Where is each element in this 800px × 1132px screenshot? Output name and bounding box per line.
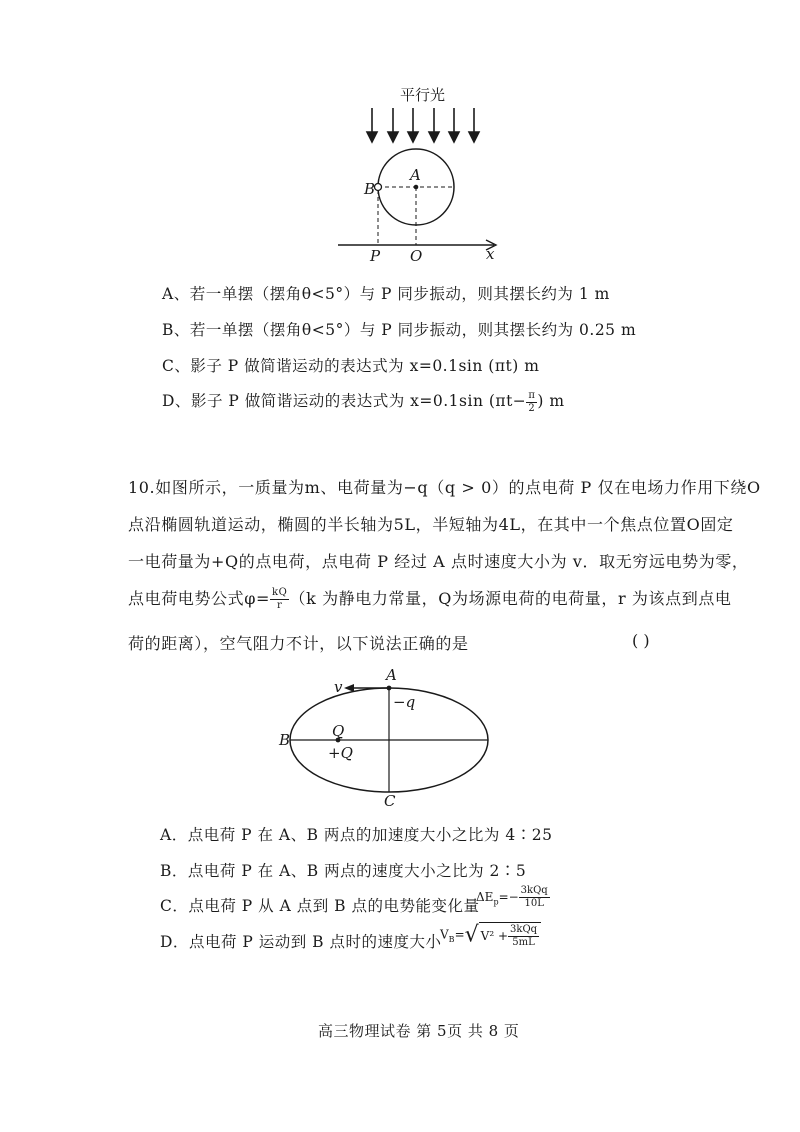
fig1-label-P: P [370, 247, 381, 265]
equation-equals: = [454, 927, 465, 942]
q10-line-3: 一电荷量为+Q的点电荷，点电荷 P 经过 A 点时速度大小为 v．取无穷远电势为零， [128, 552, 749, 571]
option-prefix: B． [160, 862, 188, 880]
fig1-label-O: O [410, 247, 423, 265]
potential-fraction [270, 588, 289, 611]
option-fraction [526, 391, 537, 414]
fig2-label-B: B [279, 731, 291, 749]
equation-subscript: p [493, 897, 499, 907]
option-prefix: D． [160, 933, 189, 951]
equation-subscript: B [448, 934, 455, 944]
option-text: 点电荷 P 运动到 B 点时的速度大小 [188, 933, 442, 951]
fig2-label-C: C [384, 792, 396, 810]
center-A [414, 185, 419, 190]
q10-option-D [160, 930, 441, 952]
option-text-after: ) m [537, 392, 565, 410]
fraction-numerator: kQ [272, 587, 288, 598]
q10-line-4-before: 点电荷电势公式φ= [128, 589, 271, 608]
option-text: 点电荷 P 从 A 点到 B 点的电势能变化量 [188, 897, 480, 915]
fig2-label-minus-q: −q [393, 693, 416, 711]
parallel-light-arrows [367, 108, 479, 142]
option-prefix: B、 [162, 321, 190, 339]
fraction-numerator: 3kQq [520, 885, 548, 896]
q10-line-5: 荷的距离），空气阻力不计，以下说法正确的是 [128, 634, 469, 653]
q9-option-A [162, 282, 610, 304]
q9-option-D [162, 389, 565, 414]
fig1-label-B: B [364, 180, 376, 198]
equation-fraction [508, 925, 539, 948]
q10-option-B [160, 859, 526, 881]
sqrt-sign-icon: √ [464, 922, 479, 948]
option-text: 点电荷 P 在 A、B 两点的速度大小之比为 2∶5 [187, 862, 527, 880]
answer-parentheses: ( ) [632, 631, 650, 650]
option-text: 点电荷 P 在 A、B 两点的加速度大小之比为 4∶25 [187, 826, 553, 844]
fig2-label-A: A [386, 666, 397, 684]
fig2-label-Q: Q [332, 722, 345, 740]
equation-equals: =− [498, 890, 519, 904]
option-text: 影子 P 做简谐运动的表达式为 x=0.1sin (πt− [190, 392, 527, 410]
point-A [387, 686, 392, 691]
q10-line-4 [128, 586, 732, 611]
option-prefix: C． [160, 897, 189, 915]
fraction-denominator: 10L [524, 898, 544, 909]
sqrt-inner-text: V² + [480, 929, 509, 943]
option-text: 若一单摆（摆角θ<5°）与 P 同步振动，则其摆长约为 1 m [189, 285, 610, 303]
option-text: 若一单摆（摆角θ<5°）与 P 同步振动，则其摆长约为 0.25 m [189, 321, 637, 339]
equation-lhs: ΔE [476, 890, 494, 904]
q10-option-C-equation [476, 886, 550, 909]
equation-fraction [519, 886, 550, 909]
fig2-label-v: v [334, 678, 343, 696]
fig2-label-plus-Q: +Q [328, 744, 353, 762]
equation-lhs: V [440, 927, 449, 942]
ball-B [375, 184, 382, 191]
option-prefix: C、 [162, 357, 191, 375]
q10-line-4-after: （k 为静电力常量，Q为场源电荷的电荷量，r 为该点到点电 [289, 589, 732, 608]
option-text: 影子 P 做简谐运动的表达式为 x=0.1sin (πt) m [190, 357, 540, 375]
q9-option-C [162, 354, 539, 376]
fraction-numerator: π [528, 389, 536, 401]
fig1-label-A: A [410, 166, 421, 184]
sqrt-radicand [479, 922, 541, 948]
fraction-denominator: 2 [528, 402, 536, 414]
q10-option-D-equation [440, 922, 541, 948]
option-prefix: D、 [162, 392, 191, 410]
fig1-title: 平行光 [400, 86, 446, 104]
fraction-numerator: 3kQq [510, 924, 538, 935]
q10-option-A [160, 823, 552, 845]
velocity-arrowhead [344, 684, 354, 692]
fraction-denominator: r [277, 600, 283, 611]
option-prefix: A、 [162, 285, 190, 303]
fig1-diagram [330, 100, 510, 270]
page-footer: 高三物理试卷 第 5页 共 8 页 [318, 1022, 520, 1040]
fraction-denominator: 5mL [512, 937, 535, 948]
q10-line-2: 点沿椭圆轨道运动，椭圆的半长轴为5L，半短轴为4L，在其中一个焦点位置O固定 [128, 515, 734, 534]
q9-option-B [162, 318, 636, 340]
q10-line-1: 10.如图所示，一质量为m、电荷量为−q（q > 0）的点电荷 P 仅在电场力作用下绕O [128, 478, 761, 497]
fig1-label-x: x [486, 245, 495, 263]
q10-option-C [160, 894, 479, 916]
option-prefix: A． [160, 826, 188, 844]
